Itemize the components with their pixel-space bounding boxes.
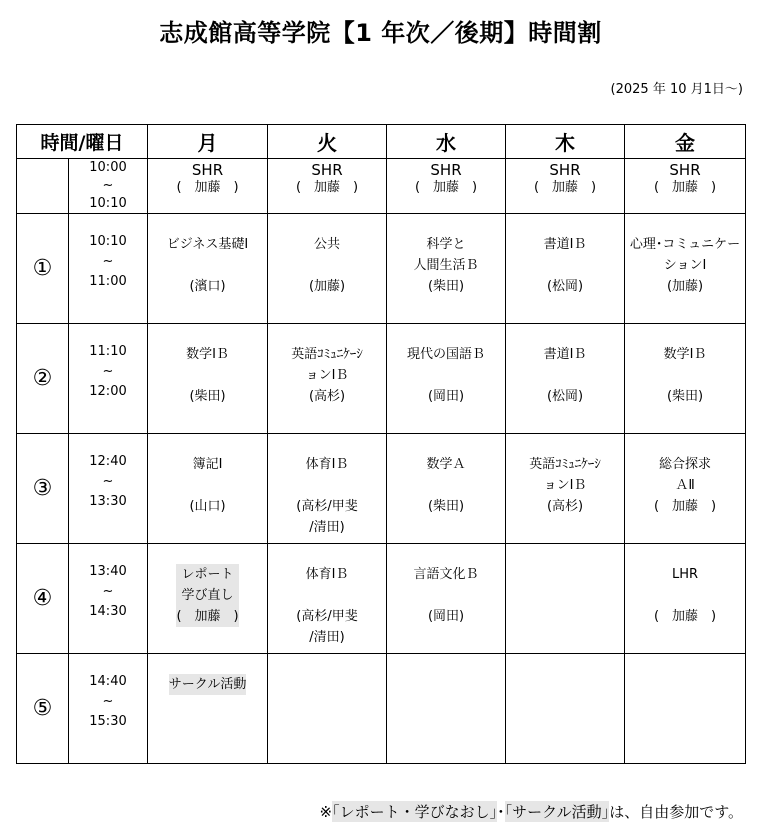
time-line: 13:30 — [89, 494, 127, 509]
subject-line: 体育ⅠＢ — [305, 457, 349, 472]
subject-line: 言語文化Ｂ — [413, 567, 479, 582]
class-subject — [387, 234, 505, 297]
class-cell-thu — [506, 544, 625, 654]
class-subject — [268, 454, 386, 538]
subject-line: 書道ⅠＢ — [543, 347, 587, 362]
class-cell-wed — [387, 434, 506, 544]
subject-line: サークル活動 — [168, 677, 247, 692]
header-time-day: 時間/曜日 — [17, 125, 148, 159]
subject-line: ビジネス基礎Ⅰ — [166, 237, 249, 252]
shr-label: SHR — [191, 161, 224, 179]
class-cell-mon — [148, 324, 268, 434]
time-line: 10:10 — [89, 234, 127, 249]
period-time — [69, 434, 148, 544]
time-line: 12:40 — [89, 454, 127, 469]
class-cell-wed — [387, 214, 506, 324]
time-line: 14:40 — [89, 674, 127, 689]
teacher-line: (高杉) — [308, 389, 346, 404]
shr-teacher: ( 加藤 ) — [653, 180, 717, 195]
teacher-line: (岡田) — [427, 609, 465, 624]
subject-line: ョンⅠＢ — [543, 478, 587, 493]
shr-period-cell — [17, 159, 69, 214]
subject-line — [148, 475, 267, 496]
subject-line: 総合探求 — [659, 457, 712, 472]
class-cell-tue — [268, 544, 387, 654]
subject-line: 数学ⅠＢ — [663, 347, 707, 362]
shr-teacher: ( 加藤 ) — [176, 180, 239, 195]
class-cell-fri — [625, 214, 746, 324]
teacher-line: (松岡) — [546, 279, 584, 294]
period-number: ④ — [17, 544, 69, 654]
teacher-line: (高杉/甲斐 — [296, 609, 358, 624]
class-cell-mon — [148, 214, 268, 324]
subject-line: 英語ｺﾐｭﾆｹｰｼ — [291, 347, 363, 362]
subject-line: 体育ⅠＢ — [305, 567, 349, 582]
period-time — [69, 654, 148, 764]
shr-cell-wed — [387, 159, 506, 214]
class-cell-fri — [625, 324, 746, 434]
subject-line — [148, 255, 267, 276]
time-line: ~ — [102, 364, 114, 379]
class-cell-mon — [148, 654, 268, 764]
class-subject — [387, 344, 505, 407]
class-subject — [148, 234, 267, 297]
class-cell-mon — [148, 544, 268, 654]
note-separator: ･ — [497, 803, 505, 821]
teacher-line: /清田) — [309, 630, 345, 645]
shr-row — [17, 159, 746, 214]
class-cell-fri — [625, 434, 746, 544]
class-cell-thu — [506, 324, 625, 434]
class-cell-wed — [387, 544, 506, 654]
period-time — [69, 214, 148, 324]
class-subject — [148, 454, 267, 517]
subject-line: レポート — [181, 567, 234, 582]
subject-line: 科学と — [426, 237, 466, 252]
period-row — [17, 324, 746, 434]
class-subject — [625, 234, 745, 297]
class-cell-tue — [268, 324, 387, 434]
header-day-wed: 水 — [387, 125, 506, 159]
shr-cell-fri — [625, 159, 746, 214]
note-highlight-report: ｢レポート・学びなおし｣ — [332, 803, 498, 821]
class-subject — [506, 234, 624, 297]
time-line: 11:10 — [89, 344, 127, 359]
teacher-line: (高杉) — [546, 499, 584, 514]
subject-line: ＡⅡ — [675, 478, 695, 493]
class-cell-thu — [506, 654, 625, 764]
time-line: ~ — [102, 694, 114, 709]
teacher-line: (柴田) — [427, 499, 465, 514]
teacher-line: ( 加藤 ) — [176, 609, 239, 624]
class-subject — [387, 564, 505, 627]
class-cell-mon — [148, 434, 268, 544]
class-cell-thu — [506, 214, 625, 324]
class-subject — [148, 344, 267, 407]
class-cell-wed — [387, 654, 506, 764]
subject-line — [268, 475, 386, 496]
subject-line — [506, 255, 624, 276]
shr-label: SHR — [549, 161, 581, 179]
teacher-line: (加藤) — [308, 279, 346, 294]
time-line: 15:30 — [89, 714, 127, 729]
header-row — [17, 125, 746, 159]
header-day-mon: 月 — [148, 125, 268, 159]
subject-line — [387, 585, 505, 606]
subject-line: ションⅠ — [663, 258, 707, 273]
shr-cell-mon — [148, 159, 268, 214]
class-subject — [506, 454, 624, 517]
shr-teacher: ( 加藤 ) — [295, 180, 359, 195]
teacher-line: (高杉/甲斐 — [296, 499, 358, 514]
teacher-line: (柴田) — [427, 279, 465, 294]
subject-line — [148, 365, 267, 386]
shr-label: SHR — [311, 161, 343, 179]
class-subject — [268, 564, 386, 648]
period-row — [17, 214, 746, 324]
shr-teacher: ( 加藤 ) — [533, 180, 597, 195]
shr-time — [69, 159, 148, 214]
subject-line — [506, 365, 624, 386]
class-subject — [268, 344, 386, 407]
teacher-line: /清田) — [309, 520, 345, 535]
subject-line — [268, 255, 386, 276]
time-line: ~ — [102, 584, 114, 599]
timetable — [16, 124, 746, 764]
period-number: ② — [17, 324, 69, 434]
class-cell-tue — [268, 434, 387, 544]
teacher-line: (柴田) — [189, 389, 226, 404]
subject-line — [625, 585, 745, 606]
subject-line: 現代の国語Ｂ — [407, 347, 486, 362]
period-row — [17, 434, 746, 544]
time-line: ~ — [102, 254, 114, 269]
shr-label: SHR — [430, 161, 462, 179]
shr-cell-thu — [506, 159, 625, 214]
teacher-line: (加藤) — [666, 279, 704, 294]
subject-line — [387, 365, 505, 386]
header-day-tue: 火 — [268, 125, 387, 159]
teacher-line: ( 加藤 ) — [653, 609, 717, 624]
teacher-line: (柴田) — [666, 389, 704, 404]
class-subject — [506, 344, 624, 407]
teacher-line: (山口) — [189, 499, 226, 514]
class-subject — [169, 674, 247, 695]
class-cell-fri — [625, 654, 746, 764]
class-cell-wed — [387, 324, 506, 434]
time-line: 11:00 — [89, 274, 127, 289]
period-number: ⑤ — [17, 654, 69, 764]
class-cell-thu — [506, 434, 625, 544]
header-day-thu: 木 — [506, 125, 625, 159]
time-line: 10:10 — [89, 196, 127, 211]
teacher-line: ( 加藤 ) — [653, 499, 717, 514]
time-line: ~ — [102, 178, 114, 193]
period-row — [17, 654, 746, 764]
class-subject — [625, 454, 745, 517]
class-subject — [176, 564, 238, 627]
subject-line: 英語ｺﾐｭﾆｹｰｼ — [529, 457, 601, 472]
class-cell-tue — [268, 654, 387, 764]
page-title: 志成館高等学院【1 年次／後期】時間割 — [159, 19, 602, 47]
subject-line — [625, 365, 745, 386]
shr-teacher: ( 加藤 ) — [414, 180, 478, 195]
footnote — [320, 801, 743, 822]
class-subject — [268, 234, 386, 297]
period-row — [17, 544, 746, 654]
class-subject — [625, 344, 745, 407]
class-cell-fri — [625, 544, 746, 654]
period-time — [69, 324, 148, 434]
period-time — [69, 544, 148, 654]
note-suffix: は、自由参加です。 — [609, 803, 743, 821]
subject-line: 簿記Ⅰ — [192, 457, 223, 472]
period-number: ① — [17, 214, 69, 324]
shr-label: SHR — [669, 161, 701, 179]
note-prefix: ※ — [319, 803, 333, 821]
subject-line: 公共 — [314, 237, 341, 252]
shr-cell-tue — [268, 159, 387, 214]
note-highlight-circle: ｢サークル活動｣ — [504, 803, 610, 821]
time-line: 12:00 — [89, 384, 127, 399]
teacher-line: (松岡) — [546, 389, 584, 404]
class-subject — [625, 564, 745, 627]
class-cell-tue — [268, 214, 387, 324]
teacher-line: (岡田) — [427, 389, 465, 404]
teacher-line: (濱口) — [189, 279, 226, 294]
time-line: ~ — [102, 474, 114, 489]
time-line: 13:40 — [89, 564, 127, 579]
subject-line — [387, 475, 505, 496]
subject-line: 数学ⅠＢ — [186, 347, 229, 362]
subject-line — [268, 585, 386, 606]
time-line: 14:30 — [89, 604, 127, 619]
subject-line: ョンⅠＢ — [305, 368, 349, 383]
subject-line: LHR — [671, 567, 699, 582]
class-subject — [387, 454, 505, 517]
subject-line: 人間生活Ｂ — [413, 258, 479, 273]
subject-line: 数学Ａ — [426, 457, 466, 472]
time-line: 10:00 — [89, 160, 127, 175]
subject-line: 学び直し — [181, 588, 234, 603]
header-day-fri: 金 — [625, 125, 746, 159]
period-number: ③ — [17, 434, 69, 544]
subject-line: 書道ⅠＢ — [543, 237, 587, 252]
subject-line: 心理･コミュニケー — [629, 237, 741, 252]
effective-date: (2025 年 10 月1日〜) — [610, 82, 743, 97]
